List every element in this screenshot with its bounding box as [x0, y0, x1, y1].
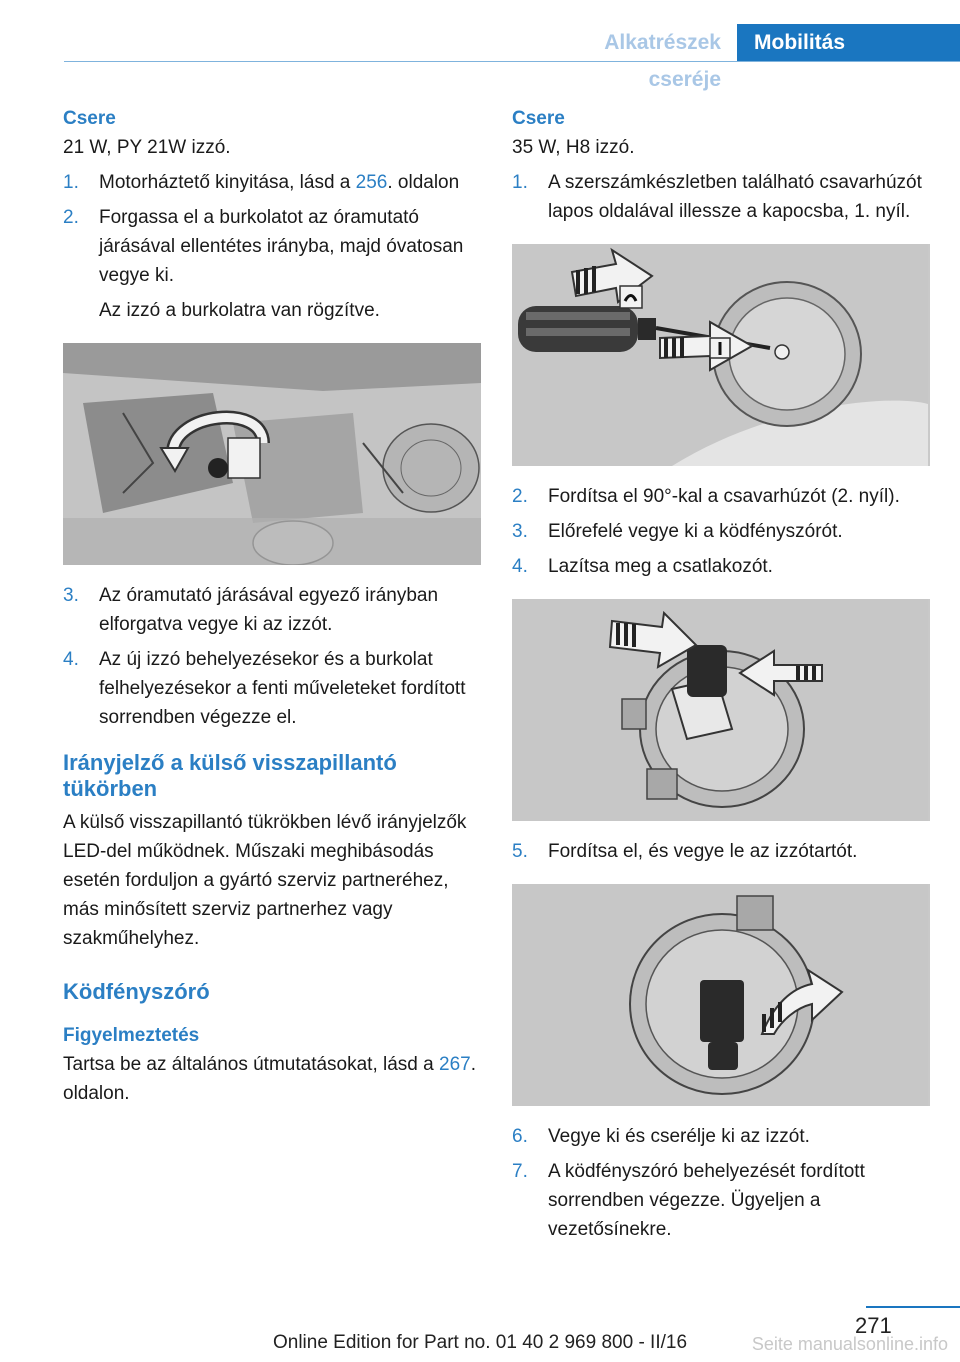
right-column	[512, 104, 930, 1244]
connector-figure	[512, 599, 930, 821]
bulb-holder-figure	[512, 884, 930, 1106]
list-item: 4. Az új izzó behelyezésekor és a burkolat felhelyezésekor a fenti műveleteket fordított sorrendben végezze el.	[63, 649, 466, 728]
list-item: 2. Fordítsa el 90°-kal a csavarhúzót (2. nyíl).	[512, 486, 900, 507]
watermark: Seite manualsonline.info	[751, 1334, 948, 1354]
list-item: 4. Lazítsa meg a csatlakozót.	[512, 556, 773, 577]
engine-bay-figure	[63, 343, 481, 565]
connector-illustration	[512, 599, 928, 821]
list-item: 6. Vegye ki és cserélje ki az izzót.	[512, 1126, 810, 1147]
warning-text: Tartsa be az általános útmutatásokat, lásd a 267. oldalon.	[63, 1054, 476, 1104]
screwdriver-figure	[512, 244, 930, 466]
list-item: 7. A ködfényszóró behelyezését fordított sorrendben végezze. Ügyeljen a vezetősínekre.	[512, 1161, 865, 1240]
section-heading-fog: Ködfényszóró	[63, 979, 210, 1004]
steps-list	[63, 168, 481, 290]
page-link[interactable]: 267	[439, 1054, 471, 1075]
list-item: 5. Fordítsa el, és vegye le az izzótartót.	[512, 841, 858, 862]
header-chapter-tab[interactable]: Mobilitás	[737, 24, 960, 61]
page-number-rule	[866, 1306, 960, 1308]
step-note: Az izzó a burkolatra van rögzítve.	[99, 300, 380, 321]
list-item: 1. Motorháztető kinyitása, lásd a 256. oldalon	[63, 172, 460, 193]
list-item: 2. Forgassa el a burkolatot az óramutató járásával ellentétes irányba, majd óvatosan vegye ki.	[63, 207, 464, 286]
header-section-tab[interactable]: Alkatrészek cseréje	[604, 31, 721, 91]
bulb-type: 21 W, PY 21W izzó.	[63, 137, 231, 158]
left-column	[63, 104, 481, 1108]
bulb-type: 35 W, H8 izzó.	[512, 137, 635, 158]
header-rule	[64, 61, 960, 62]
mirror-text: A külső visszapillantó tükrökben lévő irányjelzők LED-del működnek. Műszaki meghibásodás esetén forduljon a gyártó szerviz partneréhez, más minősített szerviz partnerhez vagy szakműhelyhez.	[63, 812, 467, 949]
replace-heading: Csere	[512, 108, 565, 129]
page-link[interactable]: 256	[355, 172, 388, 193]
replace-heading: Csere	[63, 108, 116, 129]
page-number: 271	[855, 1313, 892, 1338]
engine-bay-illustration	[63, 343, 481, 565]
warning-heading: Figyelmeztetés	[63, 1025, 200, 1046]
bulb-holder-illustration	[512, 884, 928, 1106]
list-item: 3. Az óramutató járásával egyező irányban elforgatva vegye ki az izzót.	[63, 585, 439, 635]
list-item: 1. A szerszámkészletben található csavarhúzót lapos oldalával illessze a kapocsba, 1. nyíl.	[512, 172, 922, 222]
list-item: 3. Előrefelé vegye ki a ködfényszórót.	[512, 521, 843, 542]
section-heading-mirror: Irányjelző a külső visszapillantó tükörben	[63, 750, 397, 801]
footer-edition: Online Edition for Part no. 01 40 2 969 800 - II/16	[272, 1332, 688, 1353]
screwdriver-illustration	[512, 244, 928, 466]
